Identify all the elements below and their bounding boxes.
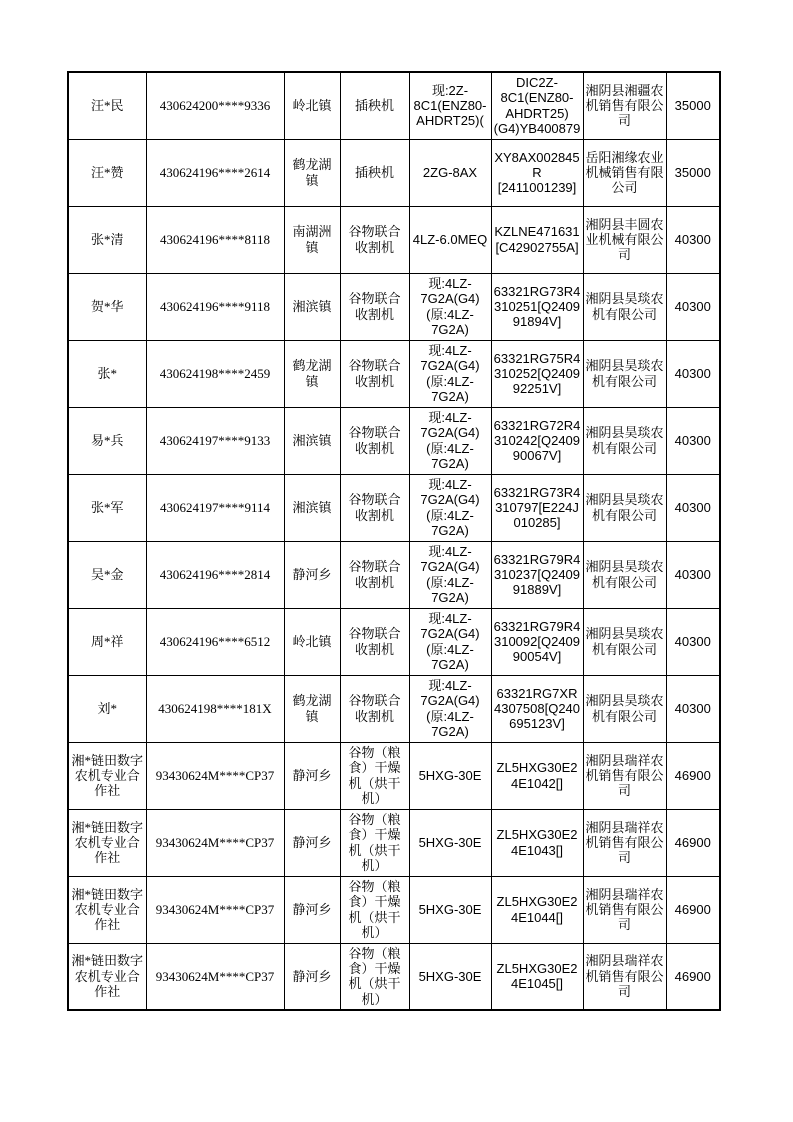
table-row (68, 139, 720, 206)
table-row (68, 206, 720, 273)
cell-model: 现:4LZ-7G2A(G4)(原:4LZ-7G2A) (409, 541, 491, 608)
cell-company: 湘阴县丰圆农业机械有限公司 (583, 206, 666, 273)
cell-model: 现:4LZ-7G2A(G4)(原:4LZ-7G2A) (409, 474, 491, 541)
table-row (68, 72, 720, 139)
cell-price: 40300 (666, 675, 720, 742)
cell-price: 40300 (666, 474, 720, 541)
cell-name: 刘* (68, 675, 146, 742)
cell-model: 现:4LZ-7G2A(G4)(原:4LZ-7G2A) (409, 407, 491, 474)
cell-machine: 谷物联合收割机 (340, 273, 409, 340)
cell-company: 湘阴县昊琰农机有限公司 (583, 340, 666, 407)
cell-machine: 插秧机 (340, 139, 409, 206)
cell-model: 2ZG-8AX (409, 139, 491, 206)
cell-machine: 谷物联合收割机 (340, 340, 409, 407)
cell-price: 46900 (666, 876, 720, 943)
cell-company: 湘阴县昊琰农机有限公司 (583, 541, 666, 608)
table-row (68, 340, 720, 407)
cell-model: 5HXG-30E (409, 876, 491, 943)
cell-model: 现:4LZ-7G2A(G4)(原:4LZ-7G2A) (409, 608, 491, 675)
table-row (68, 474, 720, 541)
cell-price: 35000 (666, 139, 720, 206)
cell-name: 湘*链田数字农机专业合作社 (68, 742, 146, 809)
cell-model: 现:4LZ-7G2A(G4)(原:4LZ-7G2A) (409, 340, 491, 407)
cell-serial: XY8AX002845R [2411001239] (491, 139, 583, 206)
cell-id: 430624200****9336 (146, 72, 284, 139)
cell-id: 430624196****2814 (146, 541, 284, 608)
cell-town: 静河乡 (284, 876, 340, 943)
table-row (68, 608, 720, 675)
cell-machine: 谷物（粮食）干燥机（烘干机） (340, 742, 409, 809)
table-body (68, 72, 720, 1010)
cell-id: 430624196****6512 (146, 608, 284, 675)
cell-model: 5HXG-30E (409, 742, 491, 809)
cell-price: 46900 (666, 809, 720, 876)
cell-id: 430624197****9114 (146, 474, 284, 541)
cell-price: 46900 (666, 742, 720, 809)
table-row (68, 541, 720, 608)
cell-model: 现:4LZ-7G2A(G4)(原:4LZ-7G2A) (409, 273, 491, 340)
cell-price: 40300 (666, 541, 720, 608)
cell-town: 岭北镇 (284, 608, 340, 675)
cell-id: 93430624M****CP37 (146, 943, 284, 1010)
cell-town: 湘滨镇 (284, 273, 340, 340)
cell-price: 35000 (666, 72, 720, 139)
cell-company: 岳阳湘缘农业机械销售有限公司 (583, 139, 666, 206)
cell-town: 静河乡 (284, 809, 340, 876)
cell-town: 南湖洲镇 (284, 206, 340, 273)
table-row (68, 407, 720, 474)
cell-machine: 谷物联合收割机 (340, 675, 409, 742)
cell-id: 93430624M****CP37 (146, 809, 284, 876)
cell-price: 40300 (666, 608, 720, 675)
cell-serial: 63321RG73R4310251[Q240991894V] (491, 273, 583, 340)
cell-price: 46900 (666, 943, 720, 1010)
cell-name: 汪*民 (68, 72, 146, 139)
cell-model: 4LZ-6.0MEQ (409, 206, 491, 273)
cell-company: 湘阴县昊琰农机有限公司 (583, 273, 666, 340)
cell-name: 张* (68, 340, 146, 407)
cell-company: 湘阴县昊琰农机有限公司 (583, 474, 666, 541)
cell-serial: ZL5HXG30E24E1042[] (491, 742, 583, 809)
cell-price: 40300 (666, 340, 720, 407)
cell-town: 鹤龙湖镇 (284, 139, 340, 206)
cell-town: 静河乡 (284, 541, 340, 608)
cell-serial: 63321RG72R4310242[Q240990067V] (491, 407, 583, 474)
cell-town: 湘滨镇 (284, 407, 340, 474)
cell-name: 易*兵 (68, 407, 146, 474)
table-row (68, 876, 720, 943)
cell-model: 5HXG-30E (409, 943, 491, 1010)
cell-serial: ZL5HXG30E24E1045[] (491, 943, 583, 1010)
cell-company: 湘阴县瑞祥农机销售有限公司 (583, 742, 666, 809)
cell-price: 40300 (666, 273, 720, 340)
cell-model: 现:2Z-8C1(ENZ80-AHDRT25)( (409, 72, 491, 139)
cell-name: 湘*链田数字农机专业合作社 (68, 943, 146, 1010)
table-row (68, 742, 720, 809)
cell-machine: 谷物（粮食）干燥机（烘干机） (340, 876, 409, 943)
cell-machine: 插秧机 (340, 72, 409, 139)
table-row (68, 675, 720, 742)
cell-town: 静河乡 (284, 742, 340, 809)
cell-machine: 谷物联合收割机 (340, 206, 409, 273)
cell-company: 湘阴县瑞祥农机销售有限公司 (583, 809, 666, 876)
cell-serial: DIC2Z-8C1(ENZ80-AHDRT25)(G4)YB400879 (491, 72, 583, 139)
cell-model: 5HXG-30E (409, 809, 491, 876)
cell-town: 鹤龙湖镇 (284, 340, 340, 407)
cell-serial: ZL5HXG30E24E1043[] (491, 809, 583, 876)
cell-company: 湘阴县瑞祥农机销售有限公司 (583, 876, 666, 943)
cell-company: 湘阴县湘疆农机销售有限公司 (583, 72, 666, 139)
cell-town: 鹤龙湖镇 (284, 675, 340, 742)
cell-name: 张*军 (68, 474, 146, 541)
cell-serial: 63321RG75R4310252[Q240992251V] (491, 340, 583, 407)
cell-serial: KZLNE471631 [C42902755A] (491, 206, 583, 273)
table-row (68, 273, 720, 340)
cell-price: 40300 (666, 206, 720, 273)
cell-name: 汪*赞 (68, 139, 146, 206)
table-row (68, 809, 720, 876)
cell-name: 湘*链田数字农机专业合作社 (68, 809, 146, 876)
cell-id: 430624196****8118 (146, 206, 284, 273)
cell-serial: ZL5HXG30E24E1044[] (491, 876, 583, 943)
cell-id: 93430624M****CP37 (146, 876, 284, 943)
cell-town: 湘滨镇 (284, 474, 340, 541)
cell-name: 贺*华 (68, 273, 146, 340)
table-row (68, 943, 720, 1010)
cell-name: 吴*金 (68, 541, 146, 608)
cell-company: 湘阴县瑞祥农机销售有限公司 (583, 943, 666, 1010)
cell-id: 430624198****181X (146, 675, 284, 742)
cell-serial: 63321RG73R4310797[E224J010285] (491, 474, 583, 541)
cell-id: 93430624M****CP37 (146, 742, 284, 809)
cell-machine: 谷物（粮食）干燥机（烘干机） (340, 809, 409, 876)
subsidy-table (67, 71, 721, 1011)
cell-name: 湘*链田数字农机专业合作社 (68, 876, 146, 943)
cell-price: 40300 (666, 407, 720, 474)
cell-model: 现:4LZ-7G2A(G4)(原:4LZ-7G2A) (409, 675, 491, 742)
cell-company: 湘阴县昊琰农机有限公司 (583, 407, 666, 474)
cell-company: 湘阴县昊琰农机有限公司 (583, 608, 666, 675)
cell-machine: 谷物联合收割机 (340, 474, 409, 541)
cell-id: 430624198****2459 (146, 340, 284, 407)
cell-id: 430624196****2614 (146, 139, 284, 206)
cell-machine: 谷物联合收割机 (340, 541, 409, 608)
cell-name: 张*清 (68, 206, 146, 273)
cell-machine: 谷物联合收割机 (340, 608, 409, 675)
cell-machine: 谷物联合收割机 (340, 407, 409, 474)
cell-id: 430624197****9133 (146, 407, 284, 474)
cell-serial: 63321RG7XR4307508[Q240695123V] (491, 675, 583, 742)
cell-id: 430624196****9118 (146, 273, 284, 340)
cell-town: 岭北镇 (284, 72, 340, 139)
cell-town: 静河乡 (284, 943, 340, 1010)
cell-serial: 63321RG79R4310237[Q240991889V] (491, 541, 583, 608)
cell-company: 湘阴县昊琰农机有限公司 (583, 675, 666, 742)
cell-name: 周*祥 (68, 608, 146, 675)
cell-machine: 谷物（粮食）干燥机（烘干机） (340, 943, 409, 1010)
cell-serial: 63321RG79R4310092[Q240990054V] (491, 608, 583, 675)
